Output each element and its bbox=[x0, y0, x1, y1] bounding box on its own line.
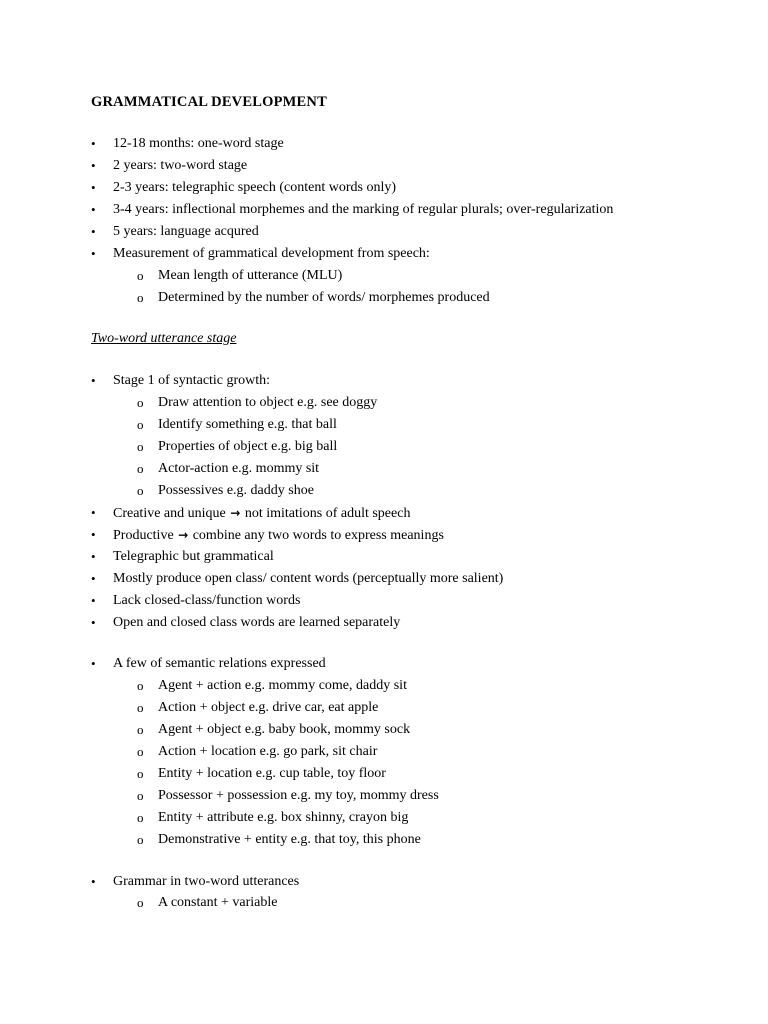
list-item-text: Lack closed-class/function words bbox=[113, 593, 301, 608]
sub-bullet-icon: o bbox=[137, 290, 144, 305]
list-item-text: Actor-action e.g. mommy sit bbox=[158, 461, 320, 476]
sub-bullet-icon: o bbox=[137, 461, 144, 476]
sub-bullet-icon: o bbox=[137, 700, 144, 715]
list-item-text: Telegraphic but grammatical bbox=[113, 549, 274, 564]
sub-bullet-icon: o bbox=[137, 810, 144, 825]
bullet-icon: • bbox=[91, 505, 96, 520]
list-item-text-part: Creative and unique bbox=[113, 506, 226, 521]
list-item-text: A few of semantic relations expressed bbox=[113, 656, 326, 671]
list-item-text bbox=[113, 525, 444, 546]
list-item-text: 5 years: language acqured bbox=[113, 224, 259, 239]
bullet-icon: • bbox=[91, 571, 96, 586]
list-item-text: Entity + attribute e.g. box shinny, crayon big bbox=[158, 810, 409, 825]
list-item-text: 2-3 years: telegraphic speech (content words only) bbox=[113, 180, 397, 195]
sub-bullet-icon: o bbox=[137, 678, 144, 693]
list-item-text: Agent + object e.g. baby book, mommy sock bbox=[158, 722, 411, 737]
bullet-icon: • bbox=[91, 158, 96, 173]
sub-bullet-icon: o bbox=[137, 268, 144, 283]
list-item-text: Properties of object e.g. big ball bbox=[158, 439, 338, 454]
arrow-right-icon: → bbox=[230, 506, 241, 520]
sub-bullet-icon: o bbox=[137, 395, 144, 410]
list-item-text bbox=[113, 503, 410, 524]
list-item-text-part: combine any two words to express meanings bbox=[192, 528, 444, 543]
sub-bullet-icon: o bbox=[137, 439, 144, 454]
list-item-text: Measurement of grammatical development from speech: bbox=[113, 246, 430, 261]
bullet-icon: • bbox=[91, 549, 96, 564]
list-item-text: Demonstrative + entity e.g. that toy, this phone bbox=[158, 832, 421, 847]
list-item-text: 2 years: two-word stage bbox=[113, 158, 248, 173]
list-item-text: 12-18 months: one-word stage bbox=[113, 136, 284, 151]
list-item-text: A constant + variable bbox=[158, 895, 278, 910]
bullet-icon: • bbox=[91, 615, 96, 630]
list-item-text: Mean length of utterance (MLU) bbox=[158, 268, 343, 283]
bullet-icon: • bbox=[91, 246, 96, 261]
sub-bullet-icon: o bbox=[137, 417, 144, 432]
sub-bullet-icon: o bbox=[137, 788, 144, 803]
sub-bullet-icon: o bbox=[137, 744, 144, 759]
list-item-text: Possessor + possession e.g. my toy, mommy dress bbox=[158, 788, 439, 803]
bullet-icon: • bbox=[91, 180, 96, 195]
bullet-icon: • bbox=[91, 874, 96, 889]
list-item-text: Possessives e.g. daddy shoe bbox=[158, 483, 314, 498]
bullet-icon: • bbox=[91, 224, 96, 239]
sub-bullet-icon: o bbox=[137, 832, 144, 847]
list-item-text: Determined by the number of words/ morphemes produced bbox=[158, 290, 490, 305]
bullet-icon: • bbox=[91, 593, 96, 608]
list-item-text: Identify something e.g. that ball bbox=[158, 417, 337, 432]
list-item-text: Agent + action e.g. mommy come, daddy sit bbox=[158, 678, 407, 693]
list-item-text: Action + object e.g. drive car, eat apple bbox=[158, 700, 379, 715]
list-item-text-part: not imitations of adult speech bbox=[244, 506, 411, 521]
list-item-text: Mostly produce open class/ content words (perceptually more salient) bbox=[113, 571, 504, 586]
list-item-text: Stage 1 of syntactic growth: bbox=[113, 373, 271, 388]
sub-bullet-icon: o bbox=[137, 483, 144, 498]
list-item-text: Grammar in two-word utterances bbox=[113, 874, 300, 889]
arrow-right-icon: → bbox=[178, 528, 189, 542]
bullet-icon: • bbox=[91, 202, 96, 217]
list-item-text: Entity + location e.g. cup table, toy floor bbox=[158, 766, 386, 781]
list-item-text: Open and closed class words are learned separately bbox=[113, 615, 401, 630]
bullet-icon: • bbox=[91, 373, 96, 388]
list-item-text-part: Productive bbox=[113, 528, 174, 543]
sub-bullet-icon: o bbox=[137, 895, 144, 910]
sub-bullet-icon: o bbox=[137, 722, 144, 737]
bullet-icon: • bbox=[91, 656, 96, 671]
bullet-icon: • bbox=[91, 136, 96, 151]
sub-bullet-icon: o bbox=[137, 766, 144, 781]
document-title: GRAMMATICAL DEVELOPMENT bbox=[91, 94, 327, 110]
section-heading: Two-word utterance stage bbox=[91, 331, 237, 346]
list-item-text: 3-4 years: inflectional morphemes and the marking of regular plurals; over-regularization bbox=[113, 202, 614, 217]
list-item-text: Draw attention to object e.g. see doggy bbox=[158, 395, 378, 410]
bullet-icon: • bbox=[91, 527, 96, 542]
list-item-text: Action + location e.g. go park, sit chair bbox=[158, 744, 378, 759]
